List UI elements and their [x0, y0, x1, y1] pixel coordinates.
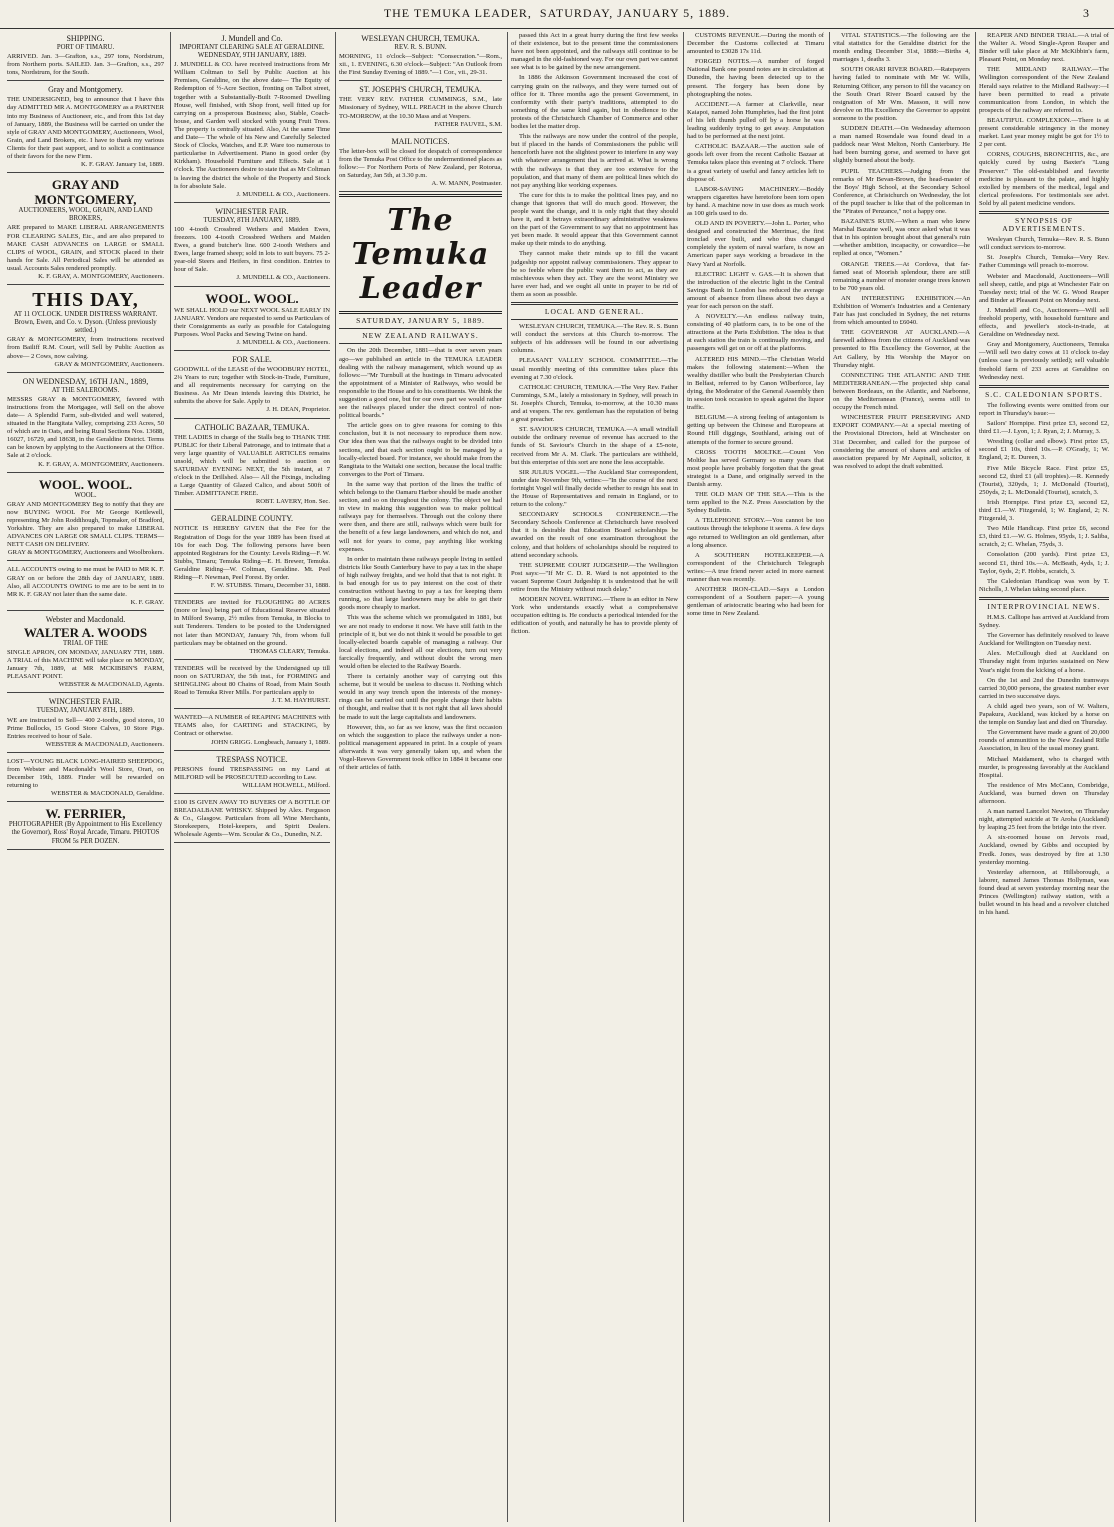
ad-body: GRAY & MONTGOMERY, from instructions received from Bailiff R.M. Court, will Sell by Public Auction as above— 2 Cows, now calving.: [7, 336, 164, 360]
ad-signature: JOHN GRIGG. Longbeach, January 1, 1889.: [211, 738, 330, 746]
advertisement: [7, 287, 164, 373]
column-4: [507, 32, 681, 1522]
ad-headline: WOOL. WOOL.: [205, 290, 299, 306]
paragraph: Gray and Montgomery, Auctioneers, Temuka—Will sell two dairy cows at 11 o'clock to-day (unless case is previously settled); sell valuable freehold farm of 233 acres at Geraldine on Wednesday next.: [979, 341, 1109, 381]
ad-subtitle: AUCTIONEERS, WOOL, GRAIN, AND LAND BROKERS,: [18, 207, 153, 223]
ad-signature: WILLIAM HOLWELL, Milford.: [242, 781, 330, 789]
article-title: NEW ZEALAND RAILWAYS.: [362, 331, 479, 341]
advertisement: [174, 711, 330, 750]
local-general-title: LOCAL AND GENERAL.: [544, 307, 645, 316]
ad-body: J. MUNDELL & CO. have received instructions from Mr William Coltman to Sell by Public Auction at his Premises, Geraldine, on the above date— The Equity of Redemption of ½-Acre Section, fronting on Talbot street, together with a Substantially-Built 7-Roomed Dwelling House, well finished, with Shop front, well fitted up for carrying on a prosperous Business; also, Stable, Coach-house, and Garden well stocked with young Fruit Trees. The property is centrally situated. Also, At the same Time and Date— The whole of his New and Carefully Selected Stock of Clocks, Watches, and E.P. Ware too numerous to particularise in Advertisement. Piano in good order (by Kirkham). Household Furniture and Effects. Sale at 1 o'clock. The Auctioneers desire to state that as Mr Coltman is leaving the district the whole of the Property and Stock is for absolute Sale.: [174, 61, 330, 190]
advertisement: [7, 695, 164, 752]
paragraph: ALTERED HIS MIND.—The Christian World makes the following statement:—When the wealthy distiller who built the Presbyterian Church in Belfast, referred to by Canon Wilberforce, lay dying, the Moderator of the General Assembly then in session took occasion to speak against the liquor traffic.: [687, 355, 824, 412]
paragraph: The following events were omitted from our report in Thursday's issue:—: [979, 401, 1109, 417]
advertisement: [174, 205, 330, 287]
ad-body: PERSONS found TRESPASSING on my Land at MILFORD will be PROSECUTED according to Law.: [174, 765, 330, 781]
paragraph: CATHOLIC CHURCH, TEMUKA.—The Very Rev. Father Cummings, S.M., lately a missionary in Sydney, will preach in St. Joseph's Church, Temuka, to-morrow, at the 10.30 mass and at vespers. The rev. gentleman has the reputation of being a great preacher.: [511, 383, 678, 424]
ad-body: GRAY AND MONTGOMERY Beg to notify that they are now BUYING WOOL For Mr George Kettlewell, representing Mr John Roddihough, Topmaker, of Bradford, Yorkshire. They are also prepared to make LIBERAL ADVANCES ON LARGE OR SMALL CLIPS. TERMS—NETT CASH ON DELIVERY.: [7, 500, 164, 549]
ad-subtitle: AT 11 O'CLOCK. UNDER DISTRESS WARRANT. Brown, Ewen, and Co. v. Dyson. (Unless previously settled.): [13, 311, 158, 335]
ad-body: MESSRS GRAY & MONTGOMERY, favored with instructions from the Mortgagee, will Sell on the above date— A Splendid Farm, sub-divided and well watered, situated in the Hangitata Valley, comprising 233 Acres, 50 of which are in Oats, and being Rural Sections Nos. 13688, 16027, 16729, and 18638, in the Geraldine District. Terms can be known by applying to the Auctioneers at the Office. Sale at 2 o'clock.: [7, 395, 164, 460]
paragraph: Michael Maidament, who is charged with murder, is progressing favorably at the Auckland Hospital.: [979, 755, 1109, 779]
column-3: [335, 32, 505, 1522]
ad-subtitle: IMPORTANT CLEARING SALE AT GERALDINE. WEDNESDAY, 9TH JANUARY, 1889.: [179, 44, 325, 60]
notice-title: WESLEYAN CHURCH, TEMUKA.: [361, 34, 480, 43]
editorial-continuation: [511, 32, 678, 299]
ad-body: NOTICE IS HEREBY GIVEN that the Fee for the Registration of Dogs for the year 1889 has been fixed at 10s for each Dog. The following persons have been appointed Registrars for the County: Levels Riding—F. W. Stubbs, Timaru; Temuka Riding—E. H. Brewer, Temuka. Geraldine Riding—W. Coltman, Geraldine. Mt. Peel Riding—F. Newman, Peel Forest. By order.: [174, 525, 330, 581]
paragraph: On the 20th December, 1881—that is over seven years ago—we published an article in the TEMUKA LEADER dealing with the railway management, which wound up as follows:—"Mr Turnbull at the hustings in Timaru advocated the appointment of a Minister of Railways, who would be responsible to the House and to his constituents. We think the suggestion a good one, but for our own part we would rather see the railways placed under the direct control of non-political boards.": [339, 347, 502, 420]
advertisement: [7, 613, 164, 694]
paragraph: REAPER AND BINDER TRIAL.—A trial of the Walter A. Wood Single-Apron Reaper and Binder will take place at Mr McKibbin's farm, Pleasant Point, on Monday next.: [979, 32, 1109, 64]
paragraph: In order to maintain these railways people living in settled districts like South Canterbury have to pay a tax in the shape of high railway freights, and we hold that that is not right. It is bad enough for us to pay interest on the cost of their construction without having to pay a tax for keeping them running, so that large landowners may be able to get their goods more cheaply to market.: [339, 555, 502, 612]
newspaper-banner: [339, 194, 502, 314]
paragraph: FORGED NOTES.—A number of forged National Bank one pound notes are in circulation at Dunedin, the having been detected up to the present. The forgery has been done by photographing the notes.: [687, 58, 824, 98]
ad-signature: THOMAS CLEARY, Temuka.: [249, 647, 330, 655]
ad-title: TRESPASS NOTICE.: [216, 754, 288, 764]
editorial-dateline: SATURDAY, JANUARY 5, 1889.: [356, 316, 485, 326]
paragraph: A man named Lancelot Newton, on Thursday night, attempted suicide at Te Aroha (Auckland) by leaping 25 feet from the bridge into the river.: [979, 808, 1109, 832]
paragraph: Alex. McCullough died at Auckland on Thursday night from injuries sustained on New Year's night from the kicking of a horse.: [979, 650, 1109, 674]
masthead-date: SATURDAY, JANUARY 5, 1889.: [539, 6, 731, 20]
notice-body: MORNING, 11 o'clock—Subject: "Consecration."—Rom., xii., 1. EVENING, 6.30 o'clock—Subject: "An Outlook from the First Sunday Evening of 1889."—1 Cor., vii., 29-31.: [339, 53, 502, 77]
paragraph: A NOVELTY.—An endless railway train, consisting of 40 platform cars, is to be one of the attractions at the Paris Exhibition. The idea is that at each station the train is continually moving, and passengers will get on or off at the platforms.: [687, 313, 824, 353]
ad-signature: K. F. GRAY, A. MONTGOMERY, Auctioneers.: [38, 460, 164, 468]
banner-title: The Temuka Leader: [351, 203, 490, 307]
paragraph: A TELEPHONE STORY.—You cannot be too cautious through the telephone it seems. A few days ago returned to Wellington an old gentleman, after a long absence.: [687, 517, 824, 549]
ad-signature: F. W. STUBBS. Timaru, December 31, 1888.: [210, 582, 330, 590]
notice-signature: A. W. MANN, Postmaster.: [431, 180, 502, 188]
paragraph: BELGIUM.—A strong feeling of antagonism is getting up between the Chinese and Europeans at Round Hill diggings, Southland, arising out of attempts of the former to secure ground.: [687, 414, 824, 446]
ad-headline: GRAY AND MONTGOMERY,: [34, 177, 137, 208]
paragraph: A six-roomed house on Jervois road, Auckland, owned by Gibbs and occupied by Fredk. Jones, was destroyed by fire at 1.30 yesterday morning.: [979, 834, 1109, 866]
ad-signature: WEBSTER & MACDONALD, Agents.: [58, 681, 164, 689]
sports-items: [979, 402, 1109, 594]
paragraph: Irish Hornpipe. First prize £3, second £2, third £1.—W. Fitzgerald, 1; W. England, 2; N. Fitzgerald, 3.: [979, 498, 1109, 523]
ad-signature: J. MUNDELL & CO., Auctioneers.: [236, 274, 330, 282]
ad-headline: THIS DAY,: [32, 289, 139, 312]
ad-signature: J. MUNDELL & CO., Auctioneers.: [236, 190, 330, 198]
ad-subtitle: TUESDAY, 8TH JANUARY, 1889.: [203, 216, 301, 224]
paragraph: Consolation (200 yards). First prize £3, second £1, third 10s.—A. McBeath, 4yds, 1; J. Taylor, 6yds, 2; F. Hobbs, scratch, 3.: [979, 551, 1109, 575]
ad-title: CATHOLIC BAZAAR, TEMUKA.: [194, 422, 310, 432]
paragraph: BEAUTIFUL COMPLEXION.—There is at present considerable stringency in the money market. Last year money might be got for 1½ to 2 per cent.: [979, 116, 1109, 149]
ad-body: WANTED—A NUMBER of REAPING MACHINES with TEAMS also, for CARTING and STACKING, by Contract or otherwise.: [174, 714, 330, 738]
column-5: [683, 32, 827, 1522]
ad-headline: W. FERRIER,: [45, 806, 126, 822]
masthead-paper: THE TEMUKA LEADER: [383, 6, 528, 20]
ad-title: SHIPPING.: [66, 34, 105, 43]
paragraph: SUDDEN DEATH.—On Wednesday afternoon a man named Rosendale was found dead in a paddock near West Melton, North Canterbury. He had been burning gorse, and seemed to have got slightly burned about the body.: [833, 125, 970, 165]
church-notice: [339, 32, 502, 81]
notice-title: ST. JOSEPH'S CHURCH, TEMUKA.: [359, 85, 482, 95]
notice-signature: FATHER FAUVEL, S.M.: [434, 120, 502, 128]
advertisement: [7, 804, 164, 849]
church-notice: [339, 135, 502, 192]
paragraph: CORNS, COUGHS, BRONCHITIS, &c., are quickly cured by using Baxter's "Lung Preserver." The old-established and favorite medicine is pleasant to the palate, and highly extolled by members of the medical, legal and clerical professions. For testimonials see advt. Sold by all patent medicine vendors.: [979, 151, 1109, 207]
ad-signature: K. F. GRAY. January 1st, 1889.: [81, 161, 164, 169]
paragraph: Sailors' Hornpipe. First prize £3, second £2, third £1.—J. Lyon, 1; J. Ryan, 2; J. Murray, 3.: [979, 420, 1109, 436]
interprov-items: [979, 614, 1109, 917]
ad-body: ALL ACCOUNTS owing to me must be PAID to MR K. F. GRAY on or before the 28th day of JANUARY, 1889. Also, all ACCOUNTS OWING to me are to be sent in to MR K. F. GRAY not later than the same date.: [7, 566, 164, 598]
ad-signature: J. H. DEAN, Proprietor.: [266, 406, 330, 414]
paragraph: This the railways are now under the control of the people, but if placed in the hands of Commissioners the public will henceforth have not the slightest power to interfere in any way with whatever arrangement that is arrived at. What is wrong with the railways is that they are too extensive for the population, and that many of them are political lines which do not pay anything like working expenses.: [511, 133, 678, 189]
paragraph: THE GOVERNOR AT AUCKLAND.—A farewell address from the citizens of Auckland was presented to His Excellency the Governor, at the Art Gallery, by His Worship the Mayor on Thursday night.: [833, 329, 970, 369]
advertisement: [174, 596, 330, 660]
notice-subtitle: REV. R. S. BUNN.: [394, 44, 447, 51]
advertisement: [174, 32, 330, 203]
ad-headline: WOOL. WOOL.: [38, 476, 133, 492]
notice-body: The letter-box will be closed for despatch of correspondence from the Temuka Post Office to the undermentioned places as follow:— For Northern Ports of New Zealand, per Rotorua, on Saturday, Jan 5th, at 3.30 p.m.: [339, 147, 502, 180]
column-1: [4, 32, 167, 1522]
ad-body: LOST—YOUNG BLACK LONG-HAIRED SHEEPDOG, from Webster and Macdonald's Wool Store, Orari, on December 19th, 1889. Finder will be rewarded on returning to: [7, 757, 164, 790]
column-6: [829, 32, 973, 1522]
ad-title: WINCHESTER FAIR.: [215, 206, 289, 216]
ad-subtitle: PHOTOGRAPHER (By Appointment to His Excellency the Governor), Ross' Royal Arcade, Timaru. PHOTOS FROM 5s PER DOZEN.: [8, 821, 163, 845]
paragraph: Five Mile Bicycle Race. First prize £5, second £2, third £1 (all trophies).—R. Kennedy (Tourist), 320yds, 1; J. McDonald (Tourist), 250yds, 2; L. McDonald (Tourist), scratch, 3.: [979, 464, 1109, 496]
ad-body: SINGLE APRON, ON MONDAY, JANUARY 7TH, 1889. A TRIAL of this MACHINE will take place on MONDAY, January 7th, 1889, at MR MCKIBBIN'S FARM, PLEASANT POINT.: [7, 648, 164, 681]
paragraph: WINCHESTER FRUIT PRESERVING AND EXPORT COMPANY.—At a special meeting of the Provisional Directors, held at Winchester on 31st December, and called for the purpose of considering the amount of shares and articles of association prepared by Mr Aspinall, solicitor, it was resolved to adopt the draft submitted.: [833, 414, 970, 470]
interprov-title: INTERPROVINCIAL NEWS.: [987, 601, 1101, 611]
ad-signature: GRAY & MONTGOMERY, Auctioneers and Woolbrokers.: [7, 549, 164, 557]
ad-body: 100 4-tooth Crossbred Wethers and Maiden Ewes, freezers. 100 4-tooth Crossbred Wethers and Maiden Ewes, a grand butcher's line. 600 2-tooth Wethers and Ewes, large framed sheep; sold in lots to suit buyers. 75 2-year-old Steers and Heifers, in first condition. Entries to hour of Sale.: [174, 225, 330, 274]
paragraph: This was the scheme which we promulgated in 1881, but we are not ready to endorse it now. We have still faith in the principle of it, but we do not think it would be possible to get locally-elected boards capable of managing a railway. Our local elections, and indeed all our elections, turn out very farcically frequently, and without doubt the wrong men would often be elected to the Railway Boards.: [339, 614, 502, 670]
ad-body: £100 IS GIVEN AWAY TO BUYERS OF A BOTTLE OF BREADALBANE WHISKY. Shipped by Alex. Ferguson & Co., Glasgow. Particulars from all Wine Merchants, Storekeepers, Hotel-keepers, and Spirit Dealers. Wholesale Agents—Wm. Scoular & Co., Dunedin, N.Z.: [174, 798, 330, 839]
advertisement: [174, 289, 330, 351]
masthead: THE TEMUKA LEADER, SATURDAY, JANUARY 5, 1889. 3: [0, 6, 1114, 29]
paragraph: CONNECTING THE ATLANTIC AND THE MEDITERRANEAN.—The projected ship canal between Bordeaux, on the Atlantic, and Narbonne, on the Mediterranean (France), seems still to occupy the French mind.: [833, 371, 970, 412]
advertisement: [174, 753, 330, 794]
ad-body: ARRIVED. Jan. 3—Grafton, s.s., 297 tons, Nordstrum, from Northern ports. SAILED. Jan. 3—Grafton, s.s., 297 tons, Nordstrum, for the South.: [7, 53, 164, 77]
ad-signature: K. F. GRAY, A. MONTGOMERY, Auctioneers.: [38, 272, 164, 280]
ad-signature: GRAY & MONTGOMERY, Auctioneers.: [54, 360, 164, 368]
ad-title: ON WEDNESDAY, 16TH JAN., 1889,: [22, 376, 149, 386]
ad-body: THE UNDERSIGNED, beg to announce that I have this day ADMITTED MR A. MONTGOMERY as a PARTNER into my Business of Auctioneer, etc., and from this 1st day of January, 1889, the Business will be carried on under the style of GRAY AND MONTGOMERY, Auctioneers, Wool, Grain, and Land Brokers, etc. I have to thank my various Clients for their past support, and to solicit a continuance of their favors for the new Firm.: [7, 96, 164, 161]
paragraph: A SOUTHERN HOTELKEEPER.—A correspondent of the Christchurch Telegraph writes:—A true friend never acted in more earnest manner than was recently.: [687, 551, 824, 583]
ad-body: TENDERS will be received by the Undersigned up till noon on SATURDAY, the 5th inst., for FORMING and SHINGLING about 80 Chains of Road, from Main South Road to Temuka River Mills. For particulars apply to: [174, 664, 330, 697]
notice-body: THE VERY REV. FATHER CUMMINGS, S.M., late Missionary of Sydney, WILL PREACH in the above Church TO-MORROW, at the 10.30 Mass and at Vespers.: [339, 96, 502, 120]
ad-signature: WEBSTER & MACDONALD, Geraldine.: [51, 790, 164, 798]
paragraph: H.M.S. Calliope has arrived at Auckland from Sydney.: [979, 614, 1109, 630]
ad-subtitle: PORT OF TIMARU.: [56, 44, 115, 51]
church-notice: [339, 83, 502, 132]
paragraph: ANOTHER IRON-CLAD.—Says a London correspondent of a Southern paper:—A young gentleman of aristocratic bearing who had been for some time in New Zealand.: [687, 586, 824, 618]
column-2: [170, 32, 333, 1522]
ad-subtitle: AT THE SALEROOMS.: [51, 386, 120, 394]
paragraph: AN INTERESTING EXHIBITION.—An Exhibition of Women's Industries and a Centenary Fair has just concluded in Sydney, the net returns from which amounted to £6040.: [833, 294, 970, 327]
paragraph: Wrestling (collar and elbow). First prize £5, second £1 10s, third 10s.—P. O'Grady, 1; W. England, 2; E. Dureen, 3.: [979, 438, 1109, 462]
local-general-items: [511, 323, 678, 636]
ad-title: FOR SALE.: [232, 355, 272, 364]
paragraph: CATHOLIC BAZAAR.—The auction sale of goods left over from the recent Catholic Bazaar at Temuka takes place this evening at 7 o'clock. There is a great variety of useful and fancy articles left to dispose of.: [687, 143, 824, 183]
ad-title: WINCHESTER FAIR.: [48, 697, 123, 707]
paragraph: BAZAINE'S RUIN.—When a man who knew Marshal Bazaine well, was once asked what it was that in his opinion brought about that general's ruin—whether ambition, incapacity, or cowardice—he replied at once, "Women.": [833, 218, 970, 258]
advertisement: [174, 662, 330, 709]
paragraph: WESLEYAN CHURCH, TEMUKA.—The Rev. R. S. Bunn will conduct the services at this Church to-morrow. The subjects of his addresses will be found in our advertising columns.: [511, 323, 678, 355]
paragraph: CUSTOMS REVENUE.—During the month of December the Customs collected at Timaru amounted to £3028 17s 11d.: [687, 32, 824, 56]
paragraph: SECONDARY SCHOOLS CONFERENCE.—The Secondary Schools Conference at Christchurch have resolved that it is desirable that Education Board scholarships be awarded on the result of one examination throughout the colony, and that holders of scholarships should be required to attend secondary schools.: [511, 511, 678, 559]
ad-body: GOODWILL of the LEASE of the WOODBURY HOTEL, 2¼ Years to run; together with Stock-in-Trade, Furniture, and all requirements necessary for carrying on the Business. As Mr Dean intends leaving this District, he submits the above for Sale. Apply to: [174, 366, 330, 406]
notice-title: MAIL NOTICES.: [391, 136, 450, 146]
ad-signature: WEBSTER & MACDONALD, Auctioneers.: [45, 740, 164, 748]
advertisement: [7, 175, 164, 285]
paragraph: ELECTRIC LIGHT v. GAS.—It is shown that the introduction of the electric light in the Central Savings Bank in London has reduced the average amount of absence from illness about two days a year for each person on the staff.: [687, 270, 824, 310]
ad-body: TENDERS are invited for FLOUGHING 80 ACRES (more or less) being part of Educational Reserve situated in Milford Swamp, 2½ miles from Temuka, in Blocks to suit Tenderers. Tenders to be posted to the Undersigned not later than MONDAY, January 7th, from whom full particulars may be obtained on the ground.: [174, 599, 330, 647]
paragraph: THE OLD MAN OF THE SEA.—This is the term applied to the N.Z. Press Association by the Sydney Bulletin.: [687, 491, 824, 515]
paragraph: PUPIL TEACHERS.—Judging from the remarks of Mr Bevan-Brown, the head-master of the Boys' High School, at the Secondary School Conference, at Christchurch on Wednesday, the lot of the pupil teacher is like that of the policeman in the "Pirates of Penzance," not a happy one.: [833, 167, 970, 215]
ad-title: GERALDINE COUNTY.: [210, 514, 294, 524]
paragraph: The Caledonian Handicap was won by T. Nicholls, J. Whelan taking second place.: [979, 577, 1109, 593]
paragraph: However, this, so far as we know, was the first occasion on which the suggestion to place the railways under a non-political management appeared in print. In a couple of years afterwards it was very generally taken up, and when the Vogel-Reeves Government took office in 1884 it became one of their articles of faith.: [339, 723, 502, 772]
advertisement: [7, 375, 164, 473]
advertisement: [7, 475, 164, 562]
ad-title: J. Mundell and Co.: [221, 34, 283, 43]
paragraph: ORANGE TREES.—At Cordova, that far-famed seat of Moorish splendour, there are still remaining a number of monster orange trees known to be 700 years old.: [833, 260, 970, 292]
paragraph: THE SUPREME COURT JUDGESHIP.—The Wellington Post says:—"If Mr C. D. R. Ward is not appointed to the vacant Supreme Court Judgeship it is understood that he will retire from the Ministry without much delay.": [511, 561, 678, 593]
ad-signature: ROBT. LAVERY, Hon. Sec.: [255, 498, 330, 506]
column-7: [975, 32, 1112, 1522]
paragraph: passed this Act in a great hurry during the first few weeks of their existence, but to the present time the commissioners have not been appointed, and the railways still continue to be managed in the old-fashioned way. For our own part we cannot see what is to be gained by the new arrangement.: [511, 32, 678, 72]
ad-signature: K. F. GRAY.: [130, 598, 164, 606]
paragraph: St. Joseph's Church, Temuka—Very Rev. Father Cummings will preach to-morrow.: [979, 254, 1109, 270]
paragraph: J. Mundell and Co., Auctioneers—Will sell freehold property, with household furniture and effects, and jeweller's stock-in-trade, at Geraldine on Wednesday next.: [979, 306, 1109, 339]
paragraph: MODERN NOVEL WRITING.—There is an editor in New York who understands exactly what a comprehensive occupation editing is. He conducts a periodical intended for the edification of youth, and naturally he has to provide plenty of fiction.: [511, 596, 678, 636]
advertisement: [7, 563, 164, 610]
paragraph: VITAL STATISTICS.—The following are the vital statistics for the Geraldine district for the month ending December 31st, 1888:—Births 4, marriages 1, deaths 3.: [833, 32, 970, 64]
advertisement: [174, 421, 330, 511]
paragraph: Wesleyan Church, Temuka—Rev. R. S. Bunn will conduct services to-morrow.: [979, 236, 1109, 252]
advertisement: [174, 353, 330, 419]
paragraph: ST. SAVIOUR'S CHURCH, TEMUKA.—A small windfall outside the ordinary revenue of revenue has accrued to the funds of St. Saviour's Church in the shape of a £5-note, received from Mr A. M. Clark. The particulars are withheld, but this enterprise of this sort are none the less acceptable.: [511, 426, 678, 466]
paragraph: In 1886 the Atkinson Government increased the cost of carrying grain on the railways, and they were turned out of office for it. Three months ago the present Government, in conformity with their party's traditions, attempted to do something of the same kind again, but in obedience to the protests of the Christchurch Chamber of Commerce and other bodies let the matter drop.: [511, 74, 678, 131]
masthead-page: 3: [1083, 6, 1090, 20]
paragraph: Two Mile Handicap. First prize £6, second £3, third £1.—W. G. Holmes, 95yds, 1; J. Saliba, scratch, 2; C. Whelan, 75yds, 3.: [979, 525, 1109, 549]
ad-subtitle: TUESDAY, JANUARY 8TH, 1889.: [36, 707, 135, 715]
synopsis-items: [979, 236, 1109, 382]
paragraph: A child aged two years, son of W. Walters, Papakura, Auckland, was kicked by a horse on the temple on Sunday last and died on Thursday.: [979, 702, 1109, 727]
ad-headline: WALTER A. WOODS: [23, 624, 148, 640]
paragraph: THE MIDLAND RAILWAY.—The Wellington correspondent of the New Zealand Herald says relative to the Midland Railway:—I have been permitted to read a private communication from London, in which the prospects of the railway are referred to.: [979, 66, 1109, 114]
editorial-article: [339, 347, 502, 772]
col7-news: [979, 32, 1109, 208]
advertisement: [7, 32, 164, 81]
ad-body: ARE prepared to MAKE LIBERAL ARRANGEMENTS FOR CLEARING SALES, Etc., and are also prepared to MAKE CASH ADVANCES on LARGE or SMALL CLIPS of WOOL, GRAIN, and STOCK placed in their hands for Sale. All Periodical Sales will be attended as usual. Accounts Sales rendered promptly.: [7, 224, 164, 272]
advertisement: [7, 83, 164, 173]
ad-signature: J. MUNDELL & CO., Auctioneers.: [236, 338, 330, 346]
advertisement: [174, 796, 330, 843]
paragraph: The Government have made a grant of 20,000 rounds of ammunition to the New Zealand Rifle Association, in lieu of the usual money grant.: [979, 729, 1109, 753]
paragraph: SOUTH ORARI RIVER BOARD.—Ratepayers having failed to nominate with Mr W. Wills, Returning Officer, any person to fill the vacancy on the South Orari River Board caused by the resignation of Mr Wm. Masson, it will now devolve on His Excellency the Governor to appoint someone to the position.: [833, 66, 970, 122]
paragraph: Yesterday afternoon, at Hillsborough, a laborer, named James Thomas Hollyman, was found dead at seven yesterday morning near the Princes (Wellington) railway station, with a bullet wound in his head and a revolver clutched in his hand.: [979, 868, 1109, 917]
paragraph: OLD AND IN POVERTY.—John L. Porter, who designed and constructed the Merrimac, the first ironclad ever built, and who thus changed completely the system of naval warfare, is now an American paper says working a broadaxe in the Navy Yard at Norfolk.: [687, 220, 824, 268]
synopsis-title: SYNOPSIS OF ADVERTISEMENTS.: [1002, 215, 1086, 234]
ad-title: Webster and Macdonald.: [45, 614, 126, 624]
paragraph: LABOR-SAVING MACHINERY.—Boddy wrappers cigarettes have heretofore been torn open by hand. A machine now in use does as much work as 100 girls used to do.: [687, 185, 824, 217]
paragraph: On the 1st and 2nd the Dunedin tramways carried 30,000 persons, the greatest number ever carried in two successive days.: [979, 676, 1109, 700]
advertisement: [7, 755, 164, 802]
paragraph: They cannot make their minds up to fill the vacant judgeship nor appoint railway commissioners. They appear to be so feeble where the public want them to act, as they are mischievous when they act. They are the worst Ministry we have ever had, and we ought all unite in prayer to be rid of them as soon as possible.: [511, 250, 678, 298]
ad-body: WE are instructed to Sell— 400 2-tooths, good stores, 10 Prime Bullocks, 15 Good Store Calves, 10 Store Pigs. Entries received to hour of Sale.: [7, 716, 164, 740]
ad-body: WE SHALL HOLD our NEXT WOOL SALE EARLY IN JANUARY. Vendors are requested to send us Particulars of their Consignments as early as possible for Cataloguing Purposes. Wool Packs and Sewing Twine on hand.: [174, 306, 330, 338]
paragraph: CROSS TOOTH MOLTKE.—Count Von Moltke has served Germany so many years that most people have probably forgotten that the great strategist is a Dane, and originally served in the Danish army.: [687, 448, 824, 488]
paragraph: ACCIDENT.—A farmer at Clarkville, near Kaiapoi, named John Humphries, had the first joint of his left thumb pulled off by a horse he was leading suddenly trying to get away. Amputation had to be performed at the next joint.: [687, 100, 824, 141]
advertisement: [174, 512, 330, 594]
paragraph: Webster and Macdonald, Auctioneers—Will sell sheep, cattle, and pigs at Winchester Fair on Tuesday next; trial of the W. G. Wood Reaper and Binder at Pleasant Point on Monday next.: [979, 272, 1109, 304]
paragraph: The residence of Mrs McCann, Combridge, Auckland, was burned down on Thursday afternoon.: [979, 781, 1109, 805]
ad-body: THE LADIES in charge of the Stalls beg to THANK THE PUBLIC for their Liberal Patronage, and to intimate that a very large quantity of VALUABLE ARTICLES remains unsold, which will be submitted to auction on SATURDAY EVENING NEXT, the 5th instant, at 7 o'clock in the Drillshed. Also— All the Fixings, including a Large Quantity of Glazed Calico, and about 500ft of Timber. ADMITTANCE FREE.: [174, 433, 330, 498]
paragraph: The Governor has definitely resolved to leave Auckland for Wellington on Tuesday next.: [979, 632, 1109, 648]
ad-subtitle: WOOL.: [74, 491, 97, 499]
paragraph: In the same way that portion of the lines the traffic of which belongs to the Oamaru Harbor should be made another section, and so on throughout the colony. The object we had in view in making this suggestion was to make political railways pay for themselves. Through out the colony there were then, and there are still, railways which were built for the benefit of a few large landowners, and which do not, and will not for years to come, pay anything like working expenses.: [339, 480, 502, 553]
paragraph: The article goes on to give reasons for coming to this conclusion, but it is not necessary to reproduce them now. Our idea then was that the railways ought to be divided into sections, and that each section ought to be managed by a locally-elected board. For instance, we should make from the Rangitata to the Waitaki one section, because the local traffic converges to the Port of Timaru.: [339, 422, 502, 478]
ad-title: Gray and Montgomery.: [48, 85, 123, 95]
paragraph: There is certainly another way of carrying out this scheme, but it would be useless to discuss it. Nothing which would in any way trench upon the interests of the money-rings can be carried out until the people change their habits of thought, and realise that it is not right that all laws should be made to suit the large capitalists and landowners.: [339, 673, 502, 721]
ad-signature: J. T. M. HAYHURST.: [271, 697, 330, 705]
paragraph: The cure for this is to make the political lines pay, and no change that ignores that will do much good. However, the people want the change, and it is only right that they should have it, and it betrays extraordinary administrative weakness on the part of the Government to say that no appointment has yet been made. It would appear that this Government cannot make up their minds to do anything.: [511, 191, 678, 248]
sports-title: S.C. CALEDONIAN SPORTS.: [985, 389, 1103, 399]
ad-subtitle: TRIAL OF THE: [63, 639, 108, 647]
paragraph: SIR JULIUS VOGEL.—The Auckland Star correspondent, under date November 9th, writes:—"In the course of the next fortnight Vogel will finally decide whether to resign his seat in the House of Representatives and remain in England, or to return to the colony.": [511, 468, 678, 509]
paragraph: PLEASANT VALLEY SCHOOL COMMITTEE.—The usual monthly meeting of this committee takes place this evening at 7.30 o'clock.: [511, 357, 678, 381]
